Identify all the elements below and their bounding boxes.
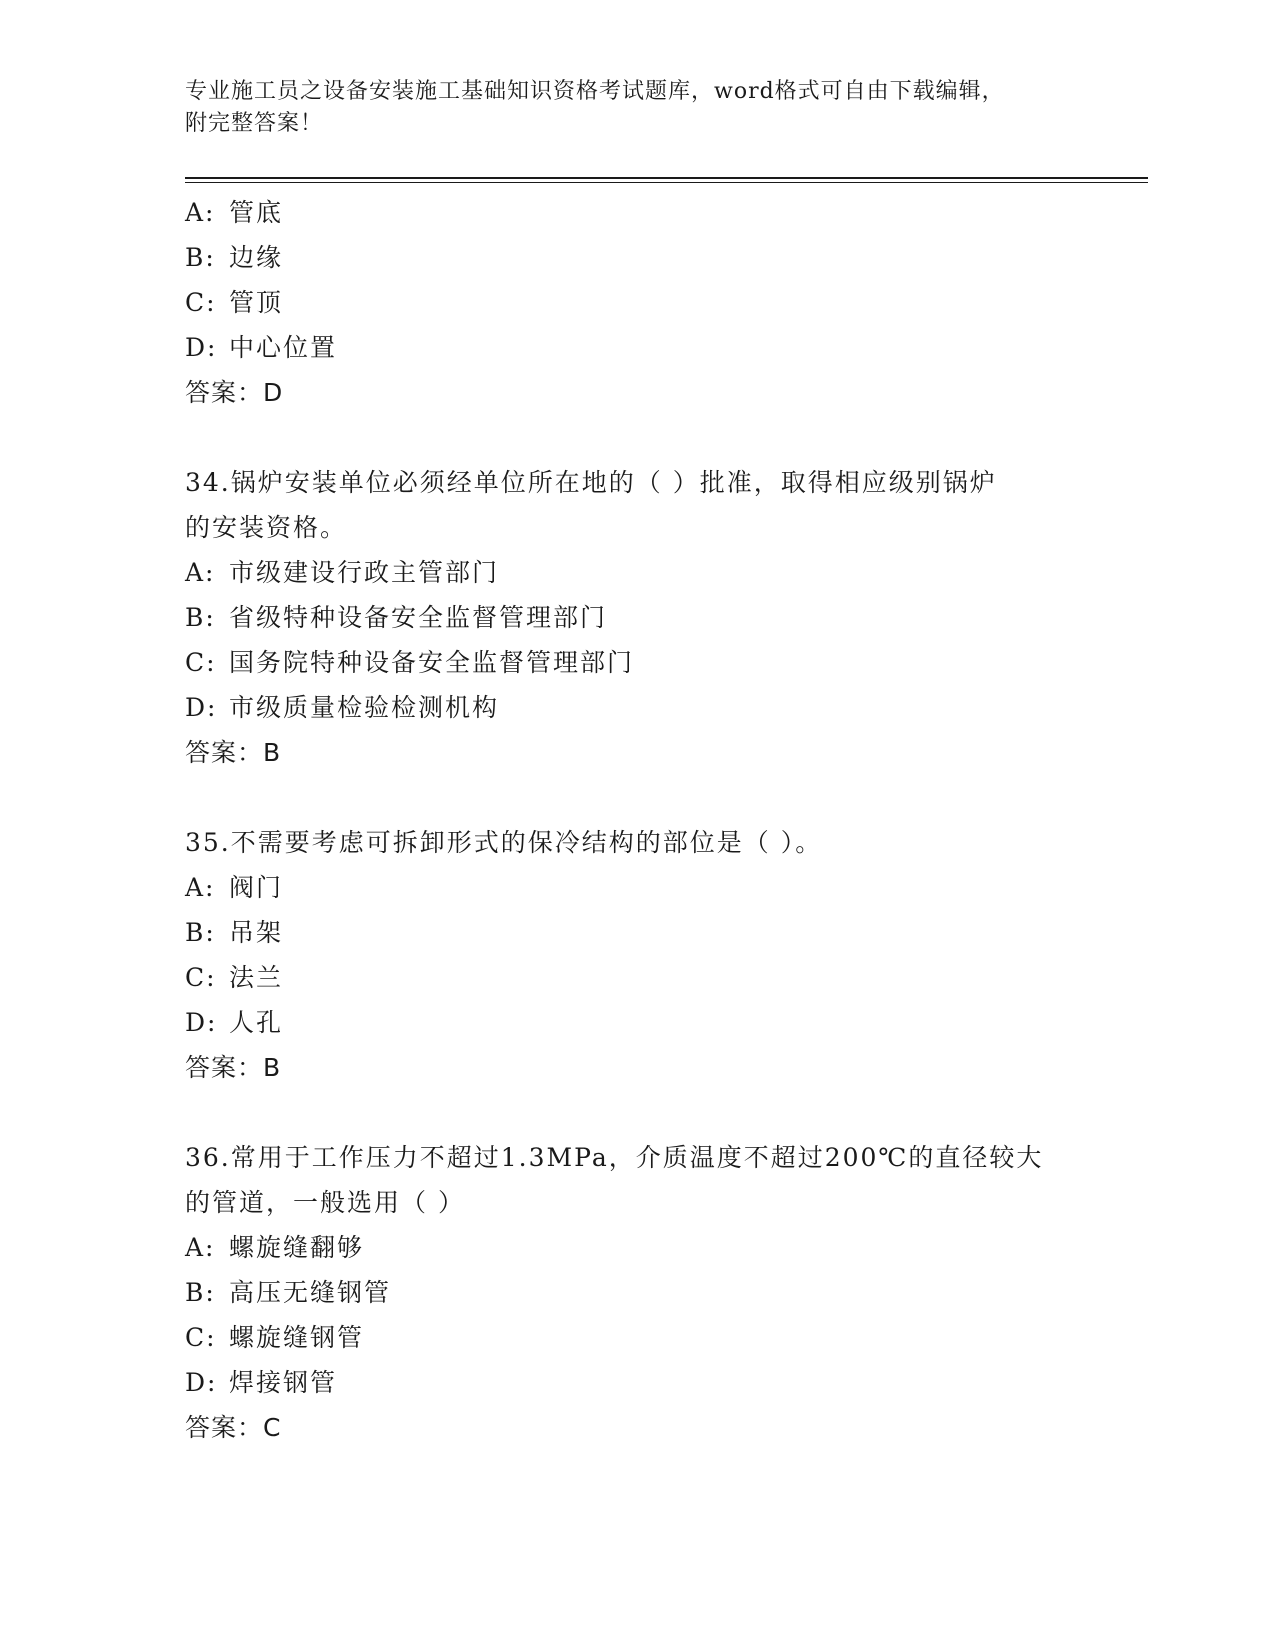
- question-33: [185, 190, 1105, 415]
- question-spacer: [185, 775, 1105, 820]
- option-d: D: 焊接钢管: [185, 1368, 338, 1397]
- option-b: B: 边缘: [185, 243, 284, 272]
- option-d: D: 人孔: [185, 1008, 284, 1037]
- answer: 答案：B: [185, 738, 282, 767]
- option-d: D: 市级质量检验检测机构: [185, 693, 500, 722]
- option-c: C: 螺旋缝钢管: [185, 1323, 365, 1352]
- header-line-2: 附完整答案！: [185, 111, 324, 136]
- option-b: B: 高压无缝钢管: [185, 1278, 392, 1307]
- question-35: [185, 820, 1105, 1090]
- question-stem: 35.不需要考虑可拆卸形式的保冷结构的部位是（ ）。: [185, 828, 823, 857]
- option-c: C: 国务院特种设备安全监督管理部门: [185, 648, 635, 677]
- option-a: A: 螺旋缝翻够: [185, 1233, 365, 1262]
- question-36: [185, 1135, 1105, 1450]
- option-b: B: 省级特种设备安全监督管理部门: [185, 603, 608, 632]
- answer: 答案：B: [185, 1053, 282, 1082]
- option-a: A: 管底: [185, 198, 284, 227]
- header-line-1: 专业施工员之设备安装施工基础知识资格考试题库，word格式可自由下载编辑，: [185, 79, 1005, 104]
- answer: 答案：C: [185, 1413, 282, 1442]
- document-body: [185, 190, 1105, 1450]
- option-b: B: 吊架: [185, 918, 284, 947]
- option-d: D: 中心位置: [185, 333, 338, 362]
- header-divider-thin: [185, 182, 1148, 183]
- option-a: A: 市级建设行政主管部门: [185, 558, 500, 587]
- question-spacer: [185, 1090, 1105, 1135]
- option-a: A: 阀门: [185, 873, 284, 902]
- answer: 答案：D: [185, 378, 284, 407]
- question-stem: 36.常用于工作压力不超过1.3MPa，介质温度不超过200℃的直径较大 的管道，一般选用（ ）: [185, 1143, 1044, 1217]
- header-divider-thick: [185, 177, 1148, 179]
- document-header: [185, 76, 1065, 140]
- question-stem: 34.锅炉安装单位必须经单位所在地的（ ）批准，取得相应级别锅炉 的安装资格。: [185, 468, 997, 542]
- option-c: C: 法兰: [185, 963, 284, 992]
- question-spacer: [185, 415, 1105, 460]
- question-34: [185, 460, 1105, 775]
- option-c: C: 管顶: [185, 288, 284, 317]
